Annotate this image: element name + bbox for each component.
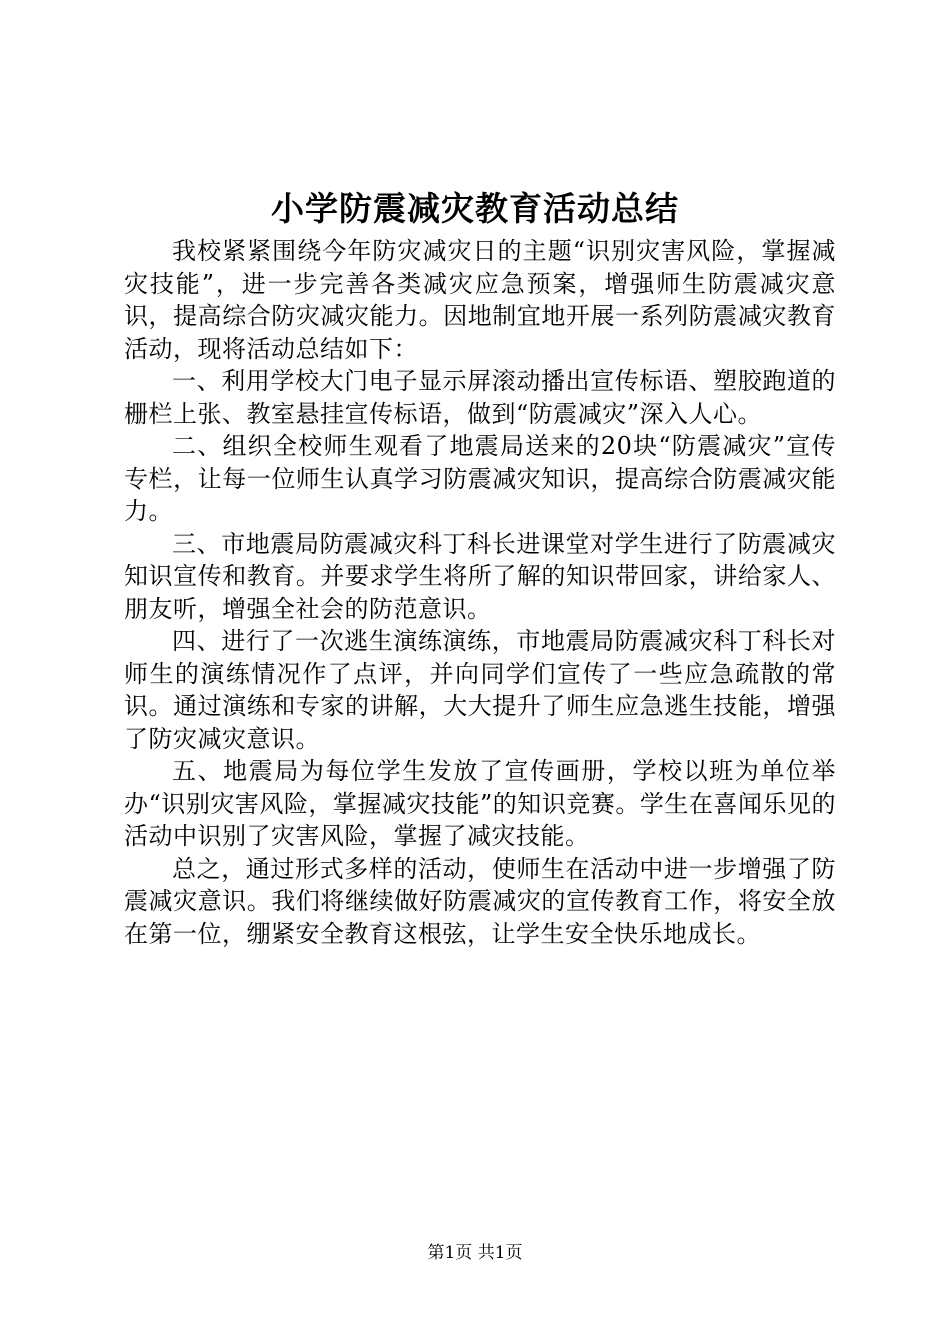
page-number-footer: 第1页 共1页 [427, 1243, 523, 1263]
document-body [124, 235, 836, 950]
paragraph-item-4: 四、进行了一次逃生演练演练，市地震局防震减灾科丁科长对师生的演练情况作了点评，并向同学们宣传了一些应急疏散的常识。通过演练和专家的讲解，大大提升了师生应急逃生技能，增强了防灾减灾意识。 [124, 627, 836, 753]
conclusion-paragraph: 总之，通过形式多样的活动，使师生在活动中进一步增强了防震减灾意识。我们将继续做好防震减灾的宣传教育工作，将安全放在第一位，绷紧安全教育这根弦，让学生安全快乐地成长。 [124, 854, 836, 948]
intro-paragraph: 我校紧紧围绕今年防灾减灾日的主题“识别灾害风险，掌握减灾技能”，进一步完善各类减灾应急预案，增强师生防震减灾意识，提高综合防灾减灾能力。因地制宜地开展一系列防震减灾教育活动，现将活动总结如下： [124, 237, 836, 363]
paragraph-item-5: 五、地震局为每位学生发放了宣传画册，学校以班为单位举办“识别灾害风险，掌握减灾技能”的知识竞赛。学生在喜闻乐见的活动中识别了灾害风险，掌握了减灾技能。 [124, 757, 836, 850]
document-title: 小学防震减灾教育活动总结 [271, 189, 679, 228]
paragraph-item-2: 二、组织全校师生观看了地震局送来的20块“防震减灾”宣传专栏，让每一位师生认真学习防震减灾知识，提高综合防震减灾能力。 [124, 432, 836, 525]
paragraph-item-1: 一、利用学校大门电子显示屏滚动播出宣传标语、塑胶跑道的栅栏上张、教室悬挂宣传标语，做到“防震减灾”深入人心。 [124, 367, 836, 428]
paragraph-item-3: 三、市地震局防震减灾科丁科长进课堂对学生进行了防震减灾知识宣传和教育。并要求学生将所了解的知识带回家，讲给家人、朋友听，增强全社会的防范意识。 [124, 529, 836, 623]
